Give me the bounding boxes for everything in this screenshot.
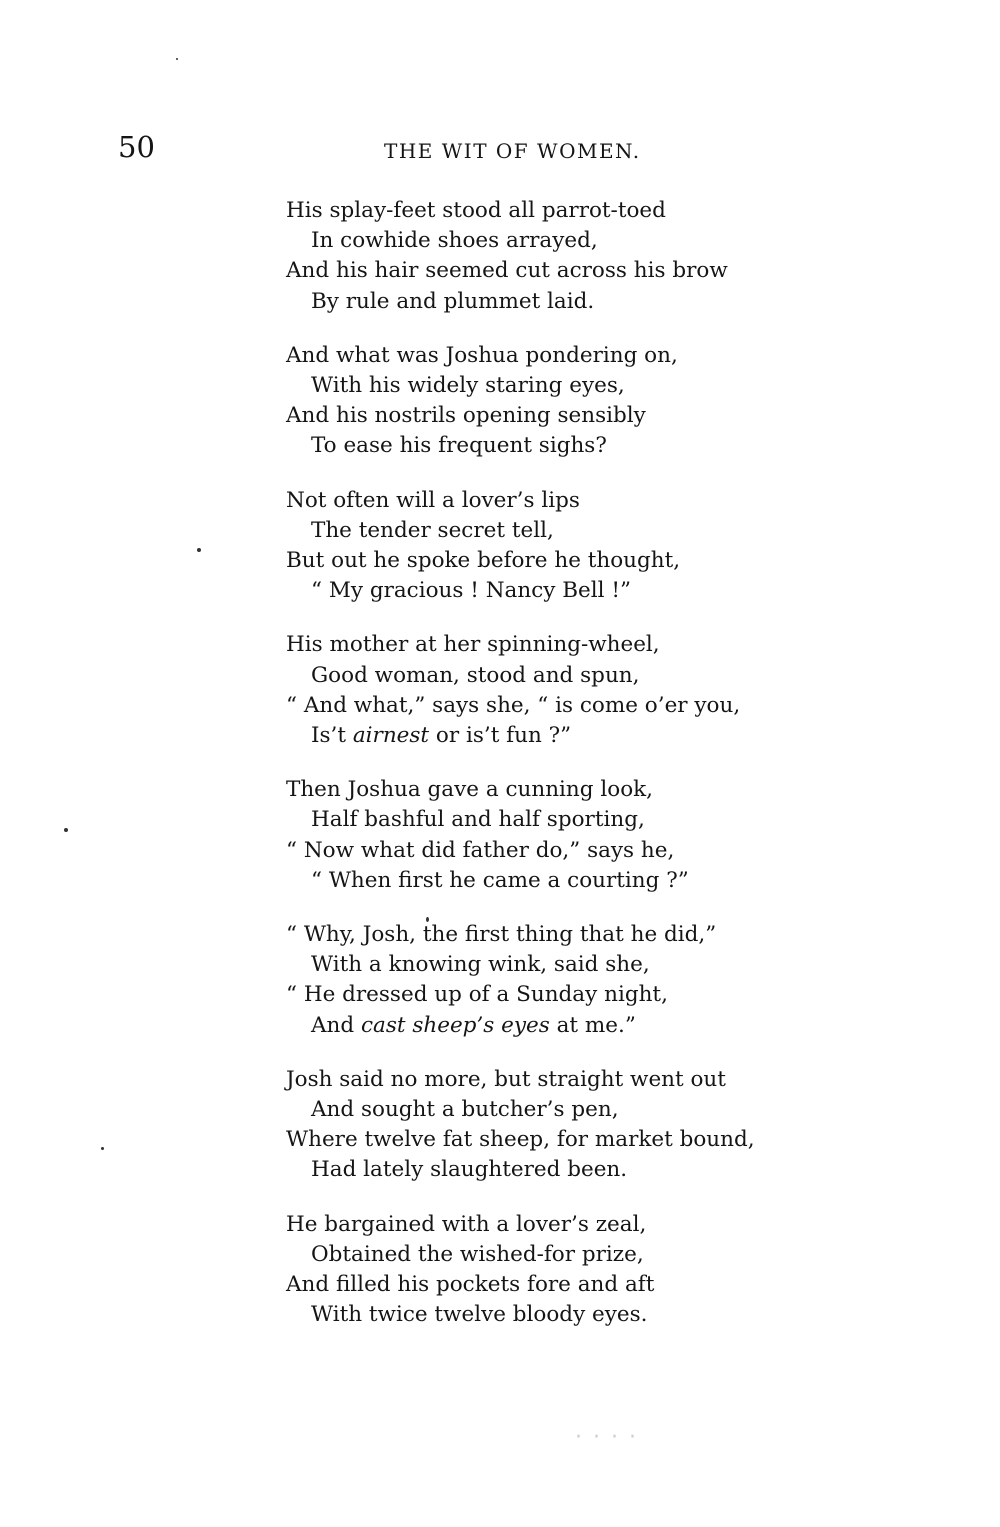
italic-phrase: cast sheep’s eyes [360,1012,550,1038]
poem-line: And what was Joshua pondering on, [286,342,678,368]
poem-line: His mother at her spinning-wheel, [286,632,660,658]
poem-line: In cowhide shoes arrayed, [311,228,598,254]
stanza [286,920,966,1041]
poem-line: To ease his frequent sighs? [311,433,607,459]
stanza [286,630,966,751]
poem-line: Not often will a lover’s lips [286,487,580,513]
poem-line: Had lately slaughtered been. [311,1157,628,1183]
poem-line: By rule and plummet laid. [311,288,595,314]
poem-line: “ My gracious ! Nancy Bell !” [311,578,631,604]
stanza [286,196,966,317]
stanza [286,1210,966,1331]
scan-speck [197,548,201,552]
poem-line: Where twelve fat sheep, for market bound, [286,1127,755,1153]
poem-line [286,721,966,751]
poem-line: “ Why, Josh, the first thing that he did,” [286,922,717,948]
poem-line: Obtained the wished-for prize, [311,1241,644,1267]
italic-phrase: airnest [352,723,430,749]
poem-line: “ And what,” says she, “ is come o’er you, [286,692,741,718]
stanza [286,1065,966,1186]
page-number: 50 [118,130,155,164]
scan-speck [101,1147,104,1150]
poem-line: “ Now what did father do,” says he, [286,837,675,863]
scan-speck [426,917,429,922]
poem-line: “ When first he came a courting ?” [311,867,689,893]
poem-line: He bargained with a lover’s zeal, [286,1211,647,1237]
stanza [286,341,966,462]
poem-line: And his hair seemed cut across his brow [286,258,728,284]
scan-speck [176,58,178,60]
running-title: THE WIT OF WOMEN. [384,139,641,163]
poem-line: And sought a butcher’s pen, [311,1097,619,1123]
poem-line: With his widely staring eyes, [311,373,625,399]
poem-line: The tender secret tell, [311,517,554,543]
line-text: or is’t fun ?” [429,723,572,749]
poem-line: But out he spoke before he thought, [286,548,681,574]
poem-line: Then Joshua gave a cunning look, [286,777,654,803]
line-text: Is’t [311,723,353,749]
poem-line: Good woman, stood and spun, [311,662,640,688]
poem-line: And his nostrils opening sensibly [286,403,646,429]
faded-library-stamp: · · · · [575,1425,638,1450]
poem-line: With twice twelve bloody eyes. [311,1302,648,1328]
poem-line: With a knowing wink, said she, [311,952,650,978]
line-text: at me.” [549,1012,636,1038]
poem-line: And filled his pockets fore and aft [286,1272,655,1298]
scan-speck [64,828,68,832]
line-text: And [311,1012,361,1038]
stanza [286,775,966,896]
poem-line [286,1011,966,1041]
poem-line: “ He dressed up of a Sunday night, [286,982,668,1008]
poem-line: Half bashful and half sporting, [311,807,645,833]
poem-line: Josh said no more, but straight went out [286,1066,726,1092]
poem [286,196,966,1355]
stanza [286,486,966,607]
poem-line: His splay-feet stood all parrot-toed [286,198,666,223]
